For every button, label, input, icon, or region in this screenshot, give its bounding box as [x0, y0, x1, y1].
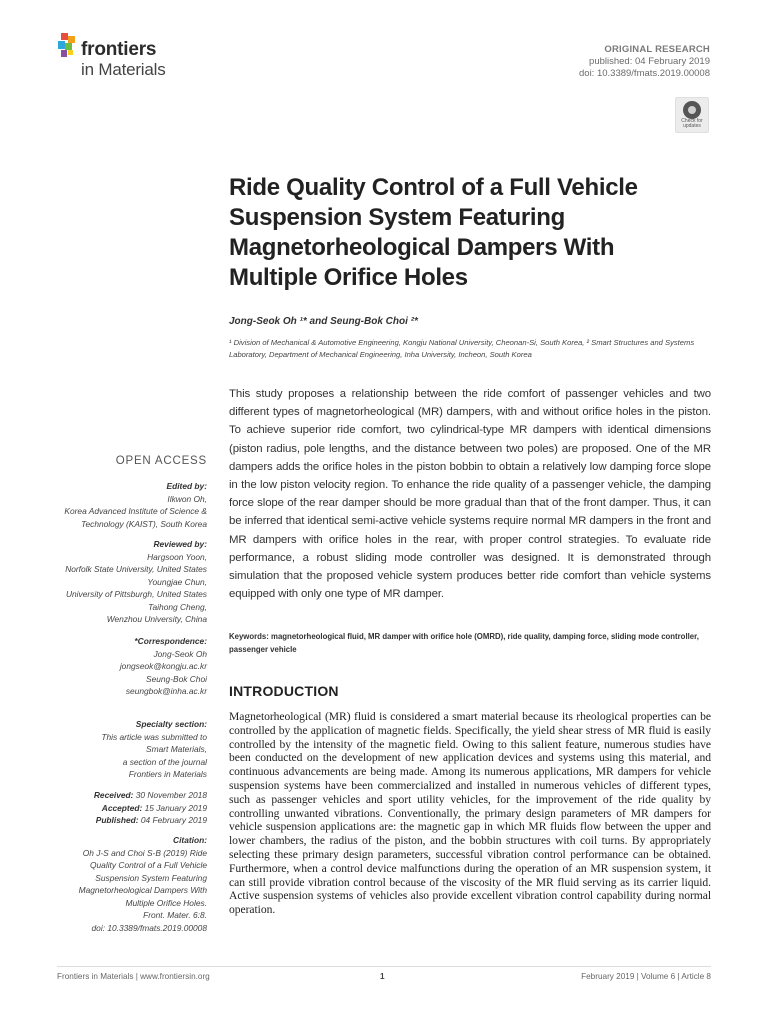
dates: [40, 789, 207, 827]
correspondence: [40, 635, 207, 698]
specialty-line: Smart Materials,: [146, 744, 207, 754]
journal-logo[interactable]: [57, 33, 187, 81]
correspondent-email-link[interactable]: jongseok@kongju.ac.kr: [119, 661, 207, 671]
article-title: Ride Quality Control of a Full Vehicle Suspension System Featuring Magnetorheological Dampers With Multiple Orifice Holes: [229, 174, 638, 291]
correspondence-label: *Correspondence:: [134, 636, 207, 646]
edited-by-label: Edited by:: [166, 481, 207, 491]
reviewed-by-label: Reviewed by:: [153, 539, 207, 549]
section-heading-introduction: INTRODUCTION: [229, 683, 339, 699]
correspondent-name: Seung-Bok Choi: [146, 673, 207, 684]
open-access-label: OPEN ACCESS: [115, 455, 207, 467]
specialty-section: [40, 718, 207, 781]
edited-by: [40, 480, 207, 530]
introduction-body: Magnetorheological (MR) fluid is considered a smart material because its rheological properties can be controlled by the application of magnetic fields. Specifically, the yield shear stress of MR fluid is easily controlled by the intensity of the magnetic field. Owing to this salient feature, numerous studies have been conducted on the development of new application devices and systems using this material, and continuous advancements are being made. Among its numerous applications, MR dampers for vehicle suspension systems have been commercialized and installed in numerous vehicles of different types, such as passenger vehicles and sport utility vehicles, for the improvement of the ride quality by controlling unwanted vibrations. Conventionally, the primary design parameters of MR dampers for vehicle suspension applications are: the magnetic gap in which MR fluids flow between the upper and lower chambers, the radius of the piston, and the bobbin structures with coil turns. By appropriately selecting these primary design parameters, successful vibration control performance can be obtained. Furthermore, when a control device malfunctions during the operation of an MR suspension system, it can still provide vibration control because of the viscosity of the MR fluid serving as its carrier liquid. Active suspension systems of vehicles also provide excellent vibration control capability during normal operation.: [229, 710, 711, 917]
journal-name: in Materials: [81, 60, 166, 79]
abstract: This study proposes a relationship between the ride comfort of passenger vehicles and two different types of magnetorheological (MR) dampers, with and without orifice holes in the piston. To achieve superior ride comfort, two cylindrical-type MR dampers with identical dimensions (piston radius, pole lengths, and the distance between two poles) are proposed. One of the MR dampers adds the orifice holes in the piston bobbin to obtain a relatively low damping force slope in the low piston velocity region. To enhance the ride quality of a passenger vehicle, the damping force slope of the rear damper should be more gradual than that of the front damper. Thus, it can be inferred that identical semi-active vehicle systems require normal MR dampers in the front and MR dampers with orifice holes in the rear, with proper control strategies. To evaluate ride performance, a robust sliding mode controller was designed. It is demonstrated through simulation that the proposed vehicle system produces better ride comfort than vehicle systems equipped with only one type of MR damper.: [229, 388, 711, 601]
citation-line: Suspension System Featuring: [95, 872, 207, 883]
reviewer-line: Norfolk State University, United States: [65, 564, 207, 574]
received-label: Received:: [93, 790, 134, 800]
reviewer-line: Youngjae Chun,: [147, 576, 207, 587]
article-doi[interactable]: doi: 10.3389/fmats.2019.00008: [579, 68, 710, 79]
keywords: Keywords: magnetorheological fluid, MR damper with orifice hole (OMRD), ride quality, damping force, sliding mode controller, passenger vehicle: [229, 632, 699, 654]
footer-divider: [57, 966, 711, 967]
citation-line: Magnetorheological Dampers With: [78, 885, 207, 895]
citation-line: Quality Control of a Full Vehicle: [90, 860, 207, 870]
article-type: ORIGINAL RESEARCH: [604, 44, 710, 55]
footer-journal-link[interactable]: Frontiers in Materials | www.frontiersin.org: [57, 972, 210, 981]
specialty-line: a section of the journal: [122, 756, 207, 767]
specialty-line: Frontiers in Materials: [128, 769, 207, 779]
affiliations: ¹ Division of Mechanical & Automotive Engineering, Kongju National University, Cheonan-Si, South Korea, ² Smart Structures and Systems Laboratory, Department of Mechanical Engineering, Inha University, Incheon, South Korea: [229, 338, 695, 359]
citation: [40, 834, 207, 934]
published-date: published: 04 February 2019: [589, 56, 710, 67]
citation-label: Citation:: [173, 835, 207, 845]
brand-name: frontiers: [81, 39, 157, 60]
reviewed-by: [40, 538, 207, 626]
editor-line: Technology (KAIST), South Korea: [81, 518, 207, 529]
citation-line: Oh J-S and Choi S-B (2019) Ride: [82, 847, 207, 858]
received-date: 30 November 2018: [135, 790, 207, 800]
editor-line: Korea Advanced Institute of Science &: [64, 506, 207, 516]
correspondent-name: Jong-Seok Oh: [153, 648, 207, 659]
specialty-label: Specialty section:: [135, 719, 207, 729]
citation-line: Multiple Orifice Holes.: [125, 897, 207, 908]
frontiers-logo-icon: [57, 33, 79, 59]
reviewer-line: Taihong Cheng,: [148, 601, 207, 612]
published-label: Published:: [95, 815, 139, 825]
authors: Jong-Seok Oh ¹* and Seung-Bok Choi ²*: [229, 316, 418, 327]
article-meta: [579, 44, 710, 80]
citation-line: Front. Mater. 6:8.: [143, 910, 207, 920]
editor-line: Ilkwon Oh,: [167, 493, 207, 504]
bookmark-icon: [683, 101, 701, 119]
check-updates-label: Check for updates: [681, 118, 703, 129]
published-date-side: 04 February 2019: [140, 815, 207, 825]
citation-doi-link[interactable]: doi: 10.3389/fmats.2019.00008: [91, 922, 207, 933]
correspondent-email-link[interactable]: seungbok@inha.ac.kr: [125, 686, 207, 696]
accepted-date: 15 January 2019: [144, 802, 207, 813]
reviewer-line: University of Pittsburgh, United States: [65, 589, 207, 599]
accepted-label: Accepted:: [101, 802, 143, 813]
page-number: 1: [380, 972, 385, 981]
reviewer-line: Wenzhou University, China: [106, 614, 207, 624]
check-for-updates-badge[interactable]: [675, 97, 709, 133]
reviewer-line: Hargsoon Yoon,: [147, 551, 207, 562]
specialty-line: This article was submitted to: [101, 731, 207, 742]
footer-issue-info: February 2019 | Volume 6 | Article 8: [581, 972, 711, 981]
